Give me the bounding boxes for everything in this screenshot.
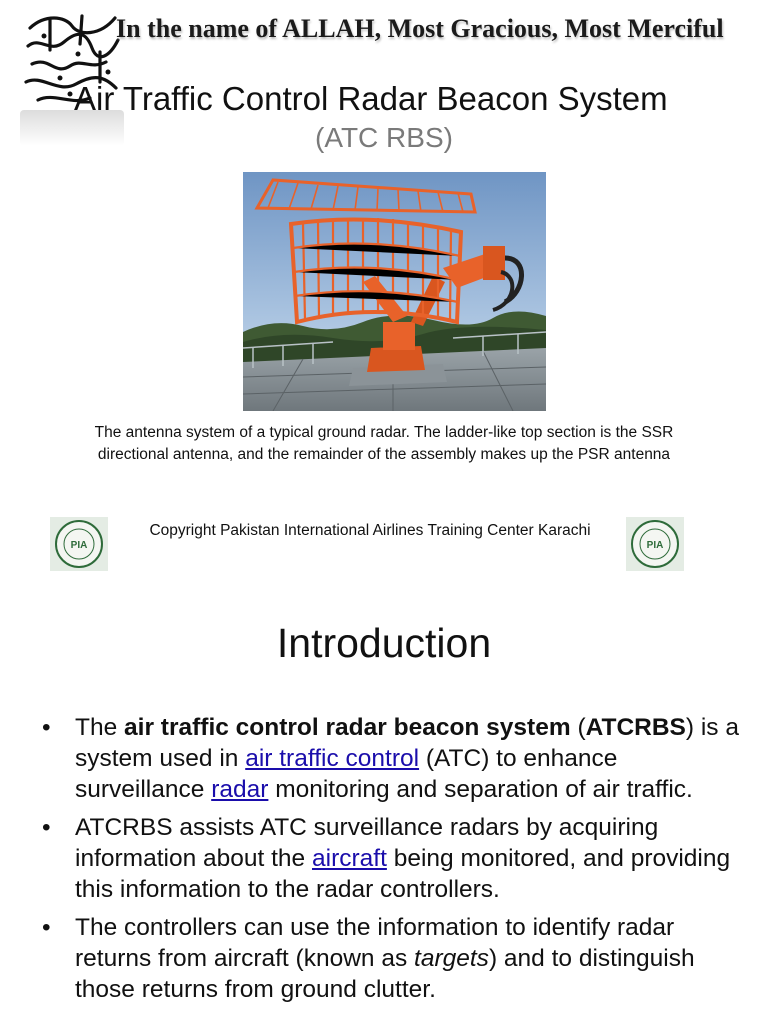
pia-training-center-logo-right	[626, 517, 684, 571]
bismillah-heading: In the name of ALLAH, Most Gracious, Most Merciful	[116, 14, 724, 43]
bold-term-atcrbs-full: air traffic control radar beacon system	[124, 714, 571, 741]
bold-term-atcrbs: ATCRBS	[585, 714, 686, 741]
bullet-text: The controllers can use the information to identify radar returns from aircraft (known as	[75, 914, 675, 972]
bullet-item-3	[42, 912, 742, 1005]
bullet-dot: •	[42, 914, 51, 941]
slide-title: Air Traffic Control Radar Beacon System	[74, 80, 668, 117]
pia-logo-left-text: PIA	[70, 540, 88, 551]
copyright-notice: Copyright Pakistan International Airlines Training Center Karachi	[149, 522, 591, 539]
bullet-text: (ATC) to enhance surveillance	[75, 745, 618, 803]
bullet-text: ATCRBS assists ATC surveillance radars by acquiring information about the	[75, 814, 659, 872]
bullet-dot: •	[42, 814, 51, 841]
bullet-text: (	[570, 714, 586, 741]
introduction-heading: Introduction	[276, 620, 492, 666]
pia-training-center-logo-left	[50, 517, 108, 571]
bullet-text: ) is a system used in	[75, 714, 739, 772]
introduction-bullet-list	[42, 712, 742, 1012]
bullet-text: being monitored, and providing this information to the radar controllers.	[75, 845, 731, 903]
pia-logo-right-text: PIA	[646, 540, 664, 551]
italic-term-targets: targets	[414, 945, 489, 972]
figure-caption: The antenna system of a typical ground radar. The ladder-like top section is the SSR directional antenna, and the remainder of the assembly makes up the PSR antenna	[94, 424, 674, 463]
bullet-item-2	[42, 812, 742, 905]
bullet-item-1	[42, 712, 742, 805]
bullet-text: ) and to distinguish those returns from ground clutter.	[75, 945, 695, 1003]
radar-antenna-photo	[243, 172, 546, 411]
link-aircraft[interactable]: aircraft	[312, 845, 387, 872]
bullet-text: The	[75, 714, 125, 741]
bullet-dot: •	[42, 714, 51, 741]
bullet-text: monitoring and separation of air traffic.	[268, 776, 693, 803]
link-air-traffic-control[interactable]: air traffic control	[245, 745, 420, 772]
slide-subtitle: (ATC RBS)	[315, 122, 453, 153]
link-radar[interactable]: radar	[211, 776, 269, 803]
